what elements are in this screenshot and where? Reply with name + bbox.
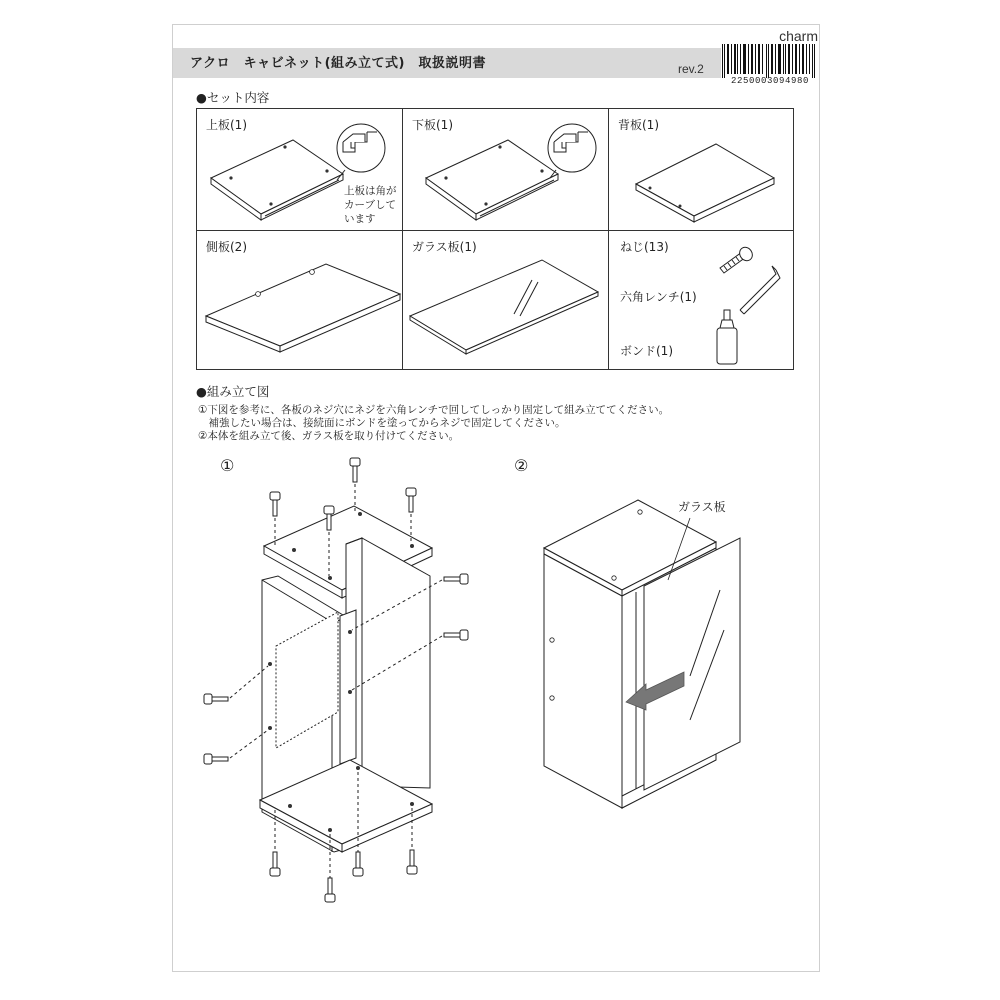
- note-line-3: います: [344, 213, 376, 225]
- bond-bottle-icon: [714, 308, 740, 368]
- step-1-exploded-diagram: [200, 450, 490, 920]
- hex-wrench-icon: [738, 262, 788, 316]
- instruction-line-1: ①下図を参考に、各板のネジ穴にネジを六角レンチで回してしっかり固定して組み立ててください。: [198, 404, 670, 416]
- note-line-1: 上板は角が: [344, 185, 397, 197]
- glass-callout-label: ガラス板: [678, 500, 726, 514]
- brand-name: charm: [779, 28, 818, 44]
- screw-left-2: [204, 730, 268, 764]
- part-label-back-board: 背板(1): [618, 118, 659, 132]
- side-board-illustration: [204, 252, 404, 362]
- part-label-top-board: 上板(1): [206, 118, 247, 132]
- part-label-hex-wrench: 六角レンチ(1): [620, 290, 697, 304]
- screw-left-1: [204, 666, 268, 704]
- step-2-label: ②: [514, 456, 529, 475]
- barcode-number: 2250003094980: [730, 76, 809, 86]
- part-label-bond: ボンド(1): [620, 344, 673, 358]
- bottom-board-illustration: [420, 118, 610, 228]
- barcode-graphic: [722, 44, 816, 78]
- note-line-2: カーブして: [344, 199, 396, 211]
- instruction-line-2: 補強したい場合は、接続面にボンドを塗ってからネジで固定してください。: [198, 417, 566, 429]
- part-label-screws: ねじ(13): [620, 240, 669, 254]
- top-board-note: [344, 184, 397, 226]
- assembly-heading: ●組み立て図: [196, 384, 270, 399]
- back-board-illustration: [630, 128, 790, 228]
- glass-panel-illustration: [406, 254, 606, 364]
- part-label-glass: ガラス板(1): [412, 240, 477, 254]
- screw-top-2: [350, 458, 360, 514]
- instruction-line-3: ②本体を組み立て後、ガラス板を取り付けてください。: [198, 430, 460, 442]
- revision-label: rev.2: [678, 62, 704, 76]
- part-label-bottom-board: 下板(1): [412, 118, 453, 132]
- step-1-label: ①: [220, 456, 235, 475]
- page-title: アクロ キャビネット(組み立て式) 取扱説明書: [190, 56, 486, 71]
- screw-top-1: [270, 492, 280, 546]
- set-contents-heading: ●セット内容: [196, 90, 270, 105]
- step-2-cabinet-diagram: [540, 490, 750, 820]
- part-label-side-board: 側板(2): [206, 240, 247, 254]
